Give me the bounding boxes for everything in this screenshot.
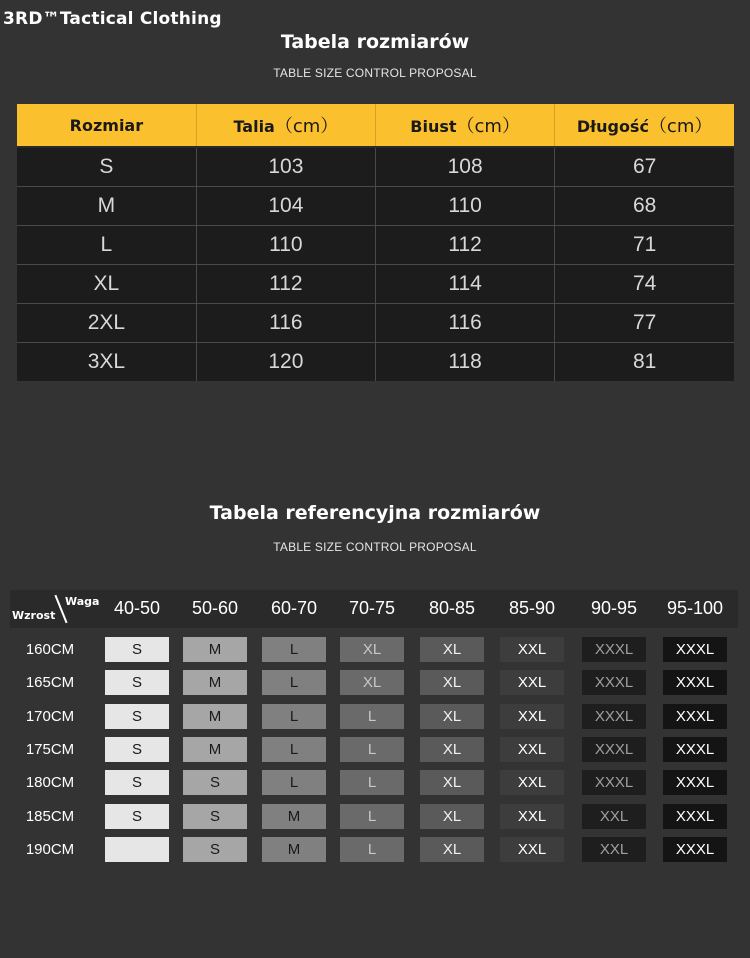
size-table-cell: 116 <box>196 304 375 343</box>
size-cell: XL <box>420 737 484 762</box>
height-row-label: 180CM <box>25 774 75 792</box>
size-table-title: Tabela rozmiarów <box>280 31 470 53</box>
weight-column-header: 95-100 <box>666 598 724 618</box>
size-cell: XXXL <box>582 770 646 795</box>
ref-table-title: Tabela referencyjna rozmiarów <box>209 502 541 524</box>
size-table-cell: 108 <box>376 147 555 187</box>
height-row-label: 170CM <box>25 707 75 725</box>
size-table-cell: 74 <box>555 265 734 304</box>
size-cell: XXXL <box>663 704 727 729</box>
size-cell: M <box>262 837 326 862</box>
weight-column-header: 90-95 <box>590 598 638 618</box>
header-label: Rozmiar <box>69 115 144 135</box>
size-cell: S <box>183 804 247 829</box>
size-table-cell: S <box>17 147 196 187</box>
size-table-cell: 68 <box>555 187 734 226</box>
header-label: Długość <box>576 117 649 136</box>
header-unit: （cm） <box>648 116 713 137</box>
size-table-cell: 2XL <box>17 304 196 343</box>
size-cell: S <box>105 737 169 762</box>
size-cell: L <box>262 770 326 795</box>
size-table-cell: 71 <box>555 226 734 265</box>
header-biust <box>376 104 555 147</box>
size-cell: L <box>262 670 326 695</box>
brand-title: 3RD™Tactical Clothing <box>3 9 222 29</box>
size-table-cell: M <box>17 187 196 226</box>
ref-table-subtitle: TABLE SIZE CONTROL PROPOSAL <box>273 540 477 554</box>
size-table-cell: 118 <box>376 343 555 382</box>
ref-table-header <box>10 590 738 628</box>
size-cell: XXL <box>500 837 564 862</box>
size-table-cell: 116 <box>376 304 555 343</box>
size-cell: XXL <box>500 737 564 762</box>
size-table-cell: 67 <box>555 147 734 187</box>
weight-column-header: 85-90 <box>508 598 556 618</box>
height-row-label: 160CM <box>25 641 75 658</box>
size-cell: M <box>183 704 247 729</box>
header-dlugosc <box>555 104 734 147</box>
size-cell: XXL <box>500 670 564 695</box>
size-table-row <box>17 265 734 304</box>
header-unit: （cm） <box>456 116 520 137</box>
size-cell: XXXL <box>663 737 727 762</box>
size-cell: XL <box>420 637 484 662</box>
header-rozmiar <box>17 104 196 147</box>
size-table-cell: L <box>17 226 196 265</box>
size-table-cell: 120 <box>196 343 375 382</box>
size-cell: XXXL <box>663 670 727 695</box>
size-table-row <box>17 343 734 382</box>
size-cell: L <box>262 704 326 729</box>
size-cell: XL <box>340 670 404 695</box>
size-cell: L <box>340 770 404 795</box>
size-cell: XL <box>420 837 484 862</box>
size-cell <box>105 837 169 862</box>
size-table <box>17 104 734 381</box>
size-cell: XXL <box>500 704 564 729</box>
header-unit: （cm） <box>274 116 339 137</box>
size-cell: XXXL <box>663 770 727 795</box>
size-cell: XL <box>340 637 404 662</box>
corner-height-label: Wzrost <box>12 609 56 622</box>
size-table-cell: 110 <box>376 187 555 226</box>
size-cell: L <box>262 637 326 662</box>
size-cell: XL <box>420 704 484 729</box>
size-cell: XL <box>420 804 484 829</box>
size-cell: S <box>105 637 169 662</box>
size-cell: M <box>262 804 326 829</box>
size-cell: XXL <box>582 804 646 829</box>
weight-column-header: 80-85 <box>428 598 476 618</box>
size-cell: XXXL <box>582 737 646 762</box>
header-label: Biust <box>410 117 457 136</box>
size-table-row <box>17 187 734 226</box>
weight-column-header: 60-70 <box>270 598 318 618</box>
size-cell: L <box>340 837 404 862</box>
weight-column-header: 70-75 <box>348 598 396 618</box>
ref-table-corner <box>10 590 105 628</box>
weight-column-header: 40-50 <box>113 598 161 618</box>
size-cell: S <box>105 804 169 829</box>
size-table-cell: 77 <box>555 304 734 343</box>
size-table-cell: 110 <box>196 226 375 265</box>
size-table-cell: 103 <box>196 147 375 187</box>
size-table-cell: 112 <box>376 226 555 265</box>
size-table-cell: 81 <box>555 343 734 382</box>
size-cell: S <box>105 670 169 695</box>
height-row-label: 175CM <box>25 740 75 758</box>
size-cell: S <box>183 837 247 862</box>
size-cell: XXXL <box>663 637 727 662</box>
corner-weight-label: Waga <box>65 595 100 608</box>
size-table-cell: 112 <box>196 265 375 304</box>
size-cell: XXL <box>500 637 564 662</box>
size-table-cell: 3XL <box>17 343 196 382</box>
size-cell: XXXL <box>663 837 727 862</box>
header-label: Talia <box>233 117 275 136</box>
size-cell: XXL <box>582 837 646 862</box>
size-cell: S <box>105 704 169 729</box>
size-cell: XXXL <box>582 670 646 695</box>
size-table-row <box>17 304 734 343</box>
size-table-row <box>17 147 734 187</box>
size-cell: M <box>183 737 247 762</box>
size-cell: XXL <box>500 770 564 795</box>
size-cell: L <box>340 704 404 729</box>
weight-column-header: 50-60 <box>191 598 239 618</box>
size-cell: XXXL <box>663 804 727 829</box>
size-cell: XL <box>420 770 484 795</box>
size-cell: M <box>183 670 247 695</box>
size-cell: XXXL <box>582 637 646 662</box>
height-row-label: 165CM <box>25 674 75 692</box>
height-row-label: 190CM <box>25 840 75 858</box>
size-cell: L <box>340 737 404 762</box>
size-cell: S <box>183 770 247 795</box>
size-cell: XXXL <box>582 704 646 729</box>
height-row-label: 185CM <box>25 807 75 825</box>
size-table-subtitle: TABLE SIZE CONTROL PROPOSAL <box>273 66 477 80</box>
size-table-row <box>17 226 734 265</box>
size-cell: L <box>262 737 326 762</box>
size-table-cell: 114 <box>376 265 555 304</box>
size-table-cell: 104 <box>196 187 375 226</box>
header-talia <box>196 104 375 147</box>
size-table-header-row <box>17 104 734 147</box>
size-cell: XXL <box>500 804 564 829</box>
size-cell: S <box>105 770 169 795</box>
size-cell: L <box>340 804 404 829</box>
size-cell: XL <box>420 670 484 695</box>
size-cell: M <box>183 637 247 662</box>
size-table-cell: XL <box>17 265 196 304</box>
